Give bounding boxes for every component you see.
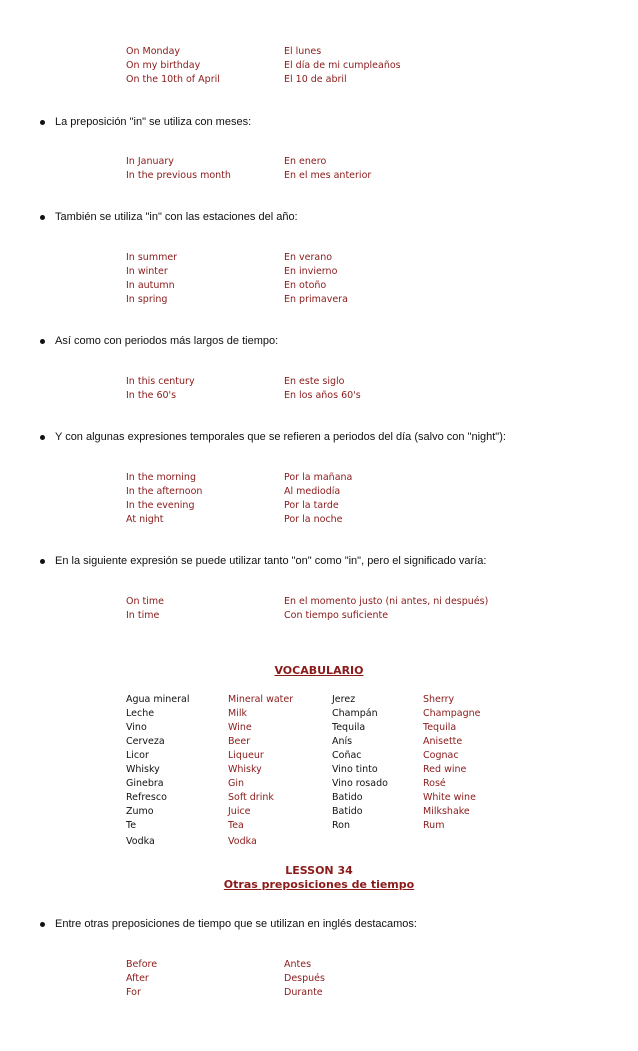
table-row — [126, 513, 352, 527]
spanish-word: Te — [126, 820, 137, 831]
bullet-dot-icon — [40, 435, 45, 440]
spanish-word: Zumo — [126, 806, 154, 817]
table-row — [126, 805, 480, 819]
english-word: Rosé — [423, 778, 446, 789]
spanish-phrase: En enero — [284, 156, 327, 167]
table-row — [126, 155, 371, 169]
table-row — [126, 819, 480, 833]
english-word: Sherry — [423, 694, 455, 705]
table-row — [126, 279, 348, 293]
spanish-word: Vino rosado — [332, 778, 388, 789]
english-word: Tequila — [423, 722, 457, 733]
table-row — [126, 169, 371, 183]
bullet-dot-icon — [40, 922, 45, 927]
bullet-point — [40, 335, 278, 347]
spanish-word: Batido — [332, 806, 363, 817]
english-word: Red wine — [423, 764, 467, 775]
english-word: Wine — [228, 722, 252, 733]
english-word: Milk — [228, 708, 247, 719]
spanish-phrase: Al mediodía — [284, 486, 341, 497]
bullet-text: En la siguiente expresión se puede utilizar tanto "on" como "in", pero el significado varía: — [55, 555, 487, 567]
lesson-title: Otras preposiciones de tiempo — [223, 878, 415, 891]
table-row — [126, 986, 325, 1000]
english-phrase: In January — [126, 156, 174, 167]
table-row — [126, 835, 480, 849]
table-row — [126, 707, 480, 721]
english-phrase: In this century — [126, 376, 195, 387]
spanish-word: Agua mineral — [126, 694, 190, 705]
bullet-text: Y con algunas expresiones temporales que se refieren a periodos del día (salvo con "night"): — [55, 431, 506, 443]
table-row — [126, 293, 348, 307]
english-word: Milkshake — [423, 806, 470, 817]
spanish-phrase: El día de mi cumpleaños — [284, 60, 401, 71]
examples-table-seasons — [126, 251, 348, 307]
spanish-word: Ginebra — [126, 778, 164, 789]
spanish-word: Vino tinto — [332, 764, 378, 775]
spanish-word: Licor — [126, 750, 149, 761]
english-word: Whisky — [228, 764, 262, 775]
bullet-point — [40, 555, 486, 567]
spanish-phrase: Con tiempo suficiente — [284, 610, 389, 621]
english-phrase: After — [126, 973, 149, 984]
vocabulary-heading — [0, 664, 638, 678]
english-phrase: In time — [126, 610, 160, 621]
bullet-dot-icon — [40, 120, 45, 125]
english-word: Soft drink — [228, 792, 274, 803]
english-word: Juice — [228, 806, 251, 817]
english-phrase: In spring — [126, 294, 168, 305]
table-row — [126, 45, 401, 59]
lesson-number: LESSON 34 — [285, 864, 353, 877]
table-row — [126, 595, 488, 609]
spanish-phrase: Antes — [284, 959, 312, 970]
english-phrase: On Monday — [126, 46, 181, 57]
table-row — [126, 471, 352, 485]
english-word: White wine — [423, 792, 476, 803]
english-phrase: In the morning — [126, 472, 196, 483]
spanish-phrase: En otoño — [284, 280, 327, 291]
spanish-word: Tequila — [332, 722, 366, 733]
english-phrase: In the afternoon — [126, 486, 203, 497]
english-word: Mineral water — [228, 694, 294, 705]
bullet-text: También se utiliza "in" con las estaciones del año: — [55, 211, 298, 223]
vocabulary-title: VOCABULARIO — [274, 664, 364, 677]
spanish-word: Refresco — [126, 792, 167, 803]
english-word: Anisette — [423, 736, 463, 747]
spanish-phrase: En los años 60's — [284, 390, 361, 401]
table-row — [126, 73, 401, 87]
spanish-phrase: Por la tarde — [284, 500, 339, 511]
table-row — [126, 59, 401, 73]
spanish-phrase: En el momento justo (ni antes, ni después) — [284, 596, 489, 607]
english-phrase: In summer — [126, 252, 178, 263]
table-row — [126, 958, 325, 972]
spanish-word: Ron — [332, 820, 351, 831]
english-phrase: On my birthday — [126, 60, 201, 71]
bullet-dot-icon — [40, 339, 45, 344]
bullet-point — [40, 211, 298, 223]
bullet-point — [40, 431, 506, 443]
table-row — [126, 763, 480, 777]
examples-table-months — [126, 155, 371, 183]
english-phrase: Before — [126, 959, 158, 970]
bullet-dot-icon — [40, 215, 45, 220]
english-word: Cognac — [423, 750, 459, 761]
english-phrase: At night — [126, 514, 164, 525]
spanish-word: Vodka — [126, 836, 155, 847]
english-phrase: In winter — [126, 266, 168, 277]
spanish-word: Batido — [332, 792, 363, 803]
table-row — [126, 777, 480, 791]
bullet-point — [40, 918, 417, 930]
table-row — [126, 499, 352, 513]
table-row — [126, 251, 348, 265]
examples-table-other-prepositions — [126, 958, 325, 1000]
spanish-phrase: En verano — [284, 252, 333, 263]
table-row — [126, 265, 348, 279]
spanish-word: Vino — [126, 722, 147, 733]
english-word: Champagne — [423, 708, 481, 719]
bullet-text: La preposición "in" se utiliza con meses: — [55, 116, 252, 128]
spanish-word: Whisky — [126, 764, 160, 775]
spanish-phrase: Por la noche — [284, 514, 343, 525]
table-row — [126, 693, 480, 707]
table-row — [126, 375, 361, 389]
lesson-title-heading — [0, 878, 638, 892]
spanish-phrase: Por la mañana — [284, 472, 353, 483]
examples-table-day-parts — [126, 471, 352, 527]
table-row — [126, 749, 480, 763]
table-row — [126, 972, 325, 986]
spanish-word — [332, 835, 423, 849]
spanish-word: Anís — [332, 736, 353, 747]
english-phrase: In the evening — [126, 500, 195, 511]
examples-table-on — [126, 45, 401, 87]
spanish-phrase: En invierno — [284, 266, 338, 277]
english-phrase: On the 10th of April — [126, 74, 220, 85]
table-row — [126, 485, 352, 499]
table-row — [126, 721, 480, 735]
spanish-word: Leche — [126, 708, 155, 719]
spanish-word: Coñac — [332, 750, 362, 761]
english-word: Tea — [228, 820, 244, 831]
spanish-phrase: El lunes — [284, 46, 322, 57]
table-row — [126, 609, 488, 623]
spanish-word: Jerez — [332, 694, 356, 705]
spanish-phrase: Durante — [284, 987, 323, 998]
bullet-text: Entre otras preposiciones de tiempo que se utilizan en inglés destacamos: — [55, 918, 417, 930]
english-phrase: On time — [126, 596, 164, 607]
english-word: Rum — [423, 820, 445, 831]
table-row — [126, 389, 361, 403]
bullet-dot-icon — [40, 559, 45, 564]
spanish-phrase: El 10 de abril — [284, 74, 347, 85]
spanish-word: Champán — [332, 708, 378, 719]
english-phrase: In the previous month — [126, 170, 231, 181]
spanish-phrase: Después — [284, 973, 325, 984]
english-word: Liqueur — [228, 750, 264, 761]
table-row — [126, 791, 480, 805]
bullet-text: Así como con periodos más largos de tiempo: — [55, 335, 279, 347]
bullet-point — [40, 116, 251, 128]
table-row — [126, 735, 480, 749]
english-phrase: For — [126, 987, 141, 998]
english-word: Vodka — [228, 836, 257, 847]
spanish-phrase: En el mes anterior — [284, 170, 372, 181]
spanish-phrase: En este siglo — [284, 376, 345, 387]
spanish-phrase: En primavera — [284, 294, 348, 305]
examples-table-periods — [126, 375, 361, 403]
english-word: Gin — [228, 778, 245, 789]
examples-table-on-in-time — [126, 595, 488, 623]
english-phrase: In the 60's — [126, 390, 177, 401]
spanish-word: Cerveza — [126, 736, 165, 747]
english-word: Beer — [228, 736, 251, 747]
vocabulary-table — [126, 693, 480, 849]
english-phrase: In autumn — [126, 280, 175, 291]
